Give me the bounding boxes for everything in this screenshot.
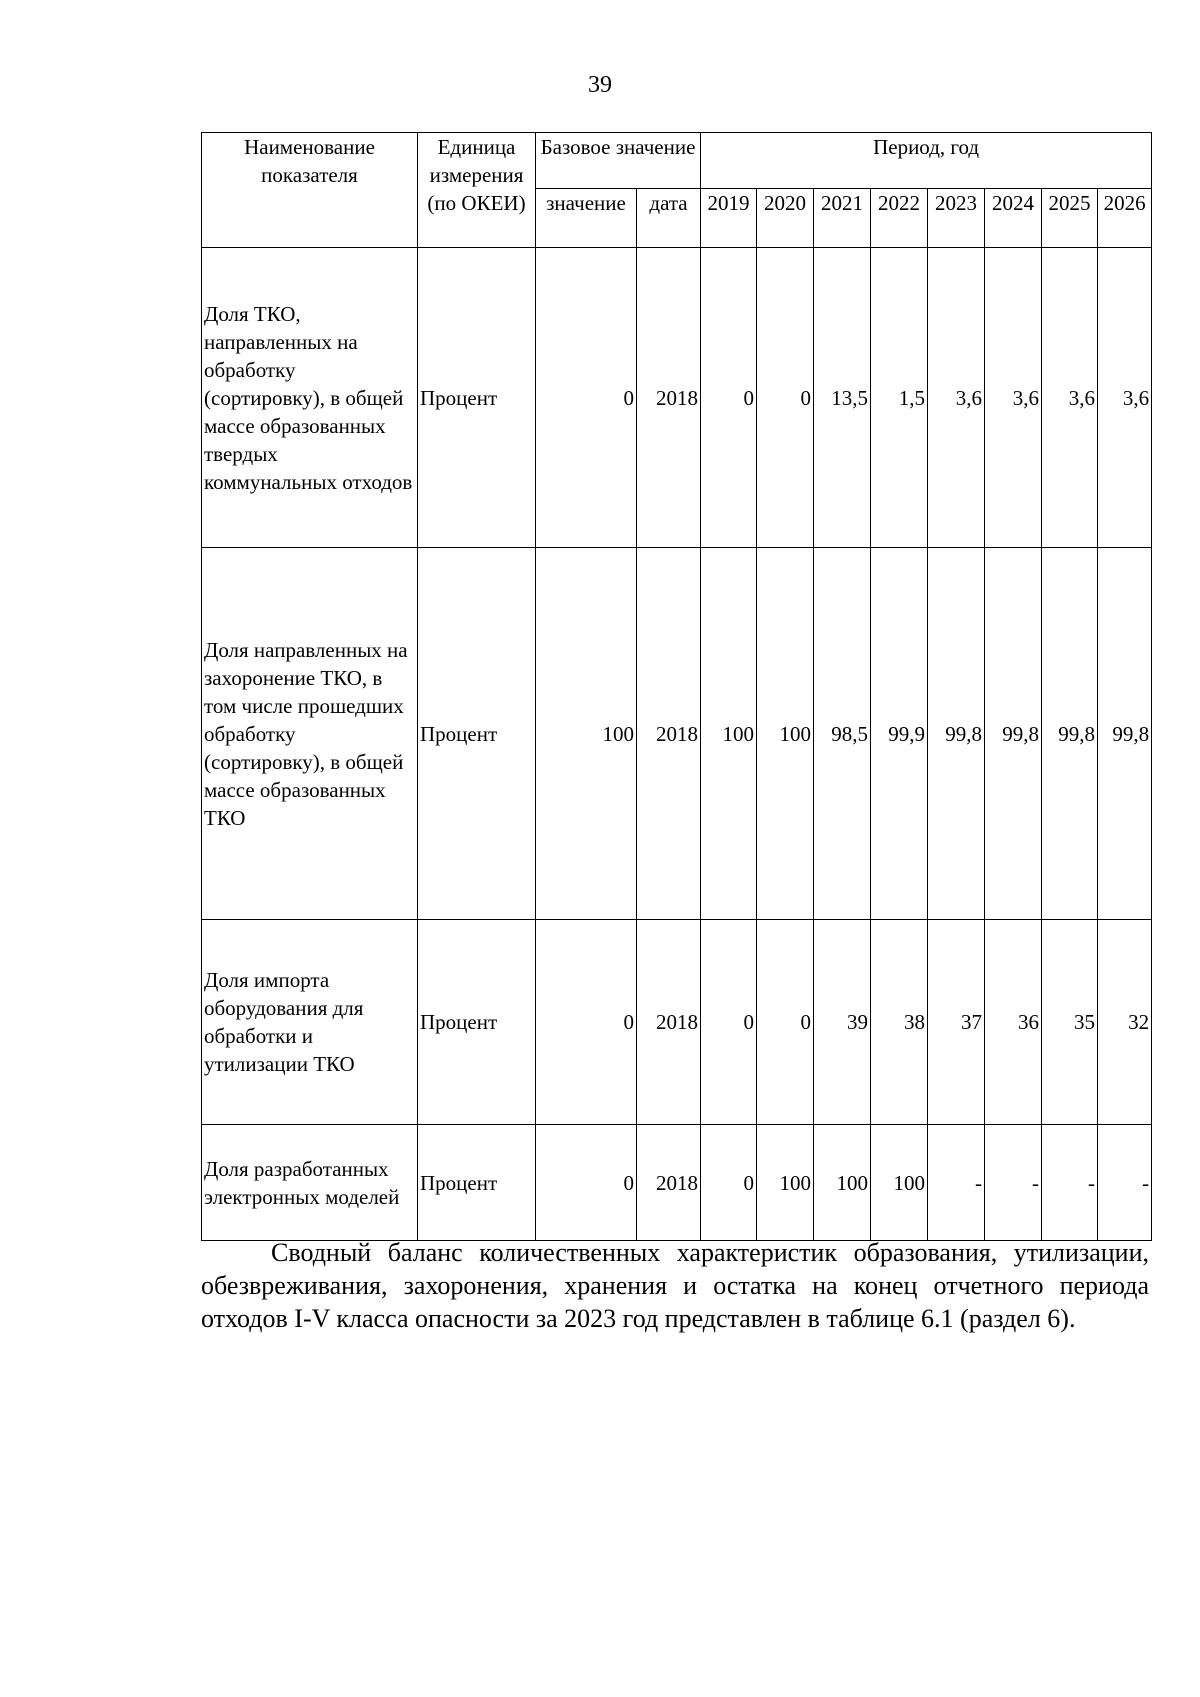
year-value-cell: 37 xyxy=(928,920,985,1125)
header-unit: Единица измерения (по ОКЕИ) xyxy=(418,133,536,248)
unit-cell: Процент xyxy=(418,248,536,548)
base-value-cell: 0 xyxy=(536,1125,637,1241)
year-value-cell: - xyxy=(1098,1125,1152,1241)
header-year: 2023 xyxy=(928,189,985,248)
header-year: 2026 xyxy=(1098,189,1152,248)
header-indicator-name: Наименование показателя xyxy=(202,133,418,248)
year-value-cell: 100 xyxy=(757,548,814,920)
year-value-cell: 32 xyxy=(1098,920,1152,1125)
header-base-value: Базовое значение xyxy=(536,133,701,189)
header-year: 2025 xyxy=(1042,189,1098,248)
year-value-cell: 3,6 xyxy=(928,248,985,548)
indicator-name: Доля направленных на захоронение ТКО, в том числе прошедших обработку (сортировку), в общей массе образованных ТКО xyxy=(202,548,418,920)
year-value-cell: 35 xyxy=(1042,920,1098,1125)
year-value-cell: 100 xyxy=(814,1125,871,1241)
year-value-cell: 0 xyxy=(701,248,757,548)
year-value-cell: 100 xyxy=(757,1125,814,1241)
year-value-cell: 38 xyxy=(871,920,928,1125)
year-value-cell: - xyxy=(1042,1125,1098,1241)
header-period: Период, год xyxy=(701,133,1152,189)
year-value-cell: 3,6 xyxy=(985,248,1042,548)
indicators-table xyxy=(201,132,1152,1241)
summary-paragraph xyxy=(201,1236,1149,1335)
year-value-cell: 99,9 xyxy=(871,548,928,920)
year-value-cell: 100 xyxy=(871,1125,928,1241)
base-value-cell: 100 xyxy=(536,548,637,920)
indicator-name: Доля разработанных электронных моделей xyxy=(202,1125,418,1241)
table-row xyxy=(202,548,1152,920)
year-value-cell: 3,6 xyxy=(1042,248,1098,548)
year-value-cell: 3,6 xyxy=(1098,248,1152,548)
header-year: 2019 xyxy=(701,189,757,248)
year-value-cell: 99,8 xyxy=(1098,548,1152,920)
header-year: 2021 xyxy=(814,189,871,248)
header-sub-value: значение xyxy=(536,189,637,248)
summary-paragraph-text: Сводный баланс количественных характеристик образования, утилизации, обезвреживания, захоронения, хранения и остатка на конец отчетного периода отходов I-V класса опасности за 2023 год представлен в таблице 6.1 (раздел 6). xyxy=(201,1238,1149,1333)
header-year: 2024 xyxy=(985,189,1042,248)
year-value-cell: 36 xyxy=(985,920,1042,1125)
table-row xyxy=(202,1125,1152,1241)
table-row xyxy=(202,248,1152,548)
year-value-cell: 98,5 xyxy=(814,548,871,920)
year-value-cell: 99,8 xyxy=(985,548,1042,920)
header-year: 2020 xyxy=(757,189,814,248)
unit-cell: Процент xyxy=(418,548,536,920)
year-value-cell: 0 xyxy=(757,920,814,1125)
base-date-cell: 2018 xyxy=(637,1125,701,1241)
year-value-cell: 99,8 xyxy=(1042,548,1098,920)
page-number: 39 xyxy=(588,72,612,98)
header-year: 2022 xyxy=(871,189,928,248)
indicator-name: Доля импорта оборудования для обработки и утилизации ТКО xyxy=(202,920,418,1125)
base-value-cell: 0 xyxy=(536,248,637,548)
unit-cell: Процент xyxy=(418,920,536,1125)
year-value-cell: 0 xyxy=(701,1125,757,1241)
base-value-cell: 0 xyxy=(536,920,637,1125)
year-value-cell: 1,5 xyxy=(871,248,928,548)
unit-cell: Процент xyxy=(418,1125,536,1241)
base-date-cell: 2018 xyxy=(637,248,701,548)
year-value-cell: - xyxy=(928,1125,985,1241)
table-row xyxy=(202,920,1152,1125)
year-value-cell: 0 xyxy=(701,920,757,1125)
year-value-cell: - xyxy=(985,1125,1042,1241)
year-value-cell: 39 xyxy=(814,920,871,1125)
year-value-cell: 100 xyxy=(701,548,757,920)
base-date-cell: 2018 xyxy=(637,548,701,920)
indicator-name: Доля ТКО, направленных на обработку (сортировку), в общей массе образованных твердых коммунальных отходов xyxy=(202,248,418,548)
year-value-cell: 99,8 xyxy=(928,548,985,920)
year-value-cell: 0 xyxy=(757,248,814,548)
year-value-cell: 13,5 xyxy=(814,248,871,548)
base-date-cell: 2018 xyxy=(637,920,701,1125)
header-sub-date: дата xyxy=(637,189,701,248)
